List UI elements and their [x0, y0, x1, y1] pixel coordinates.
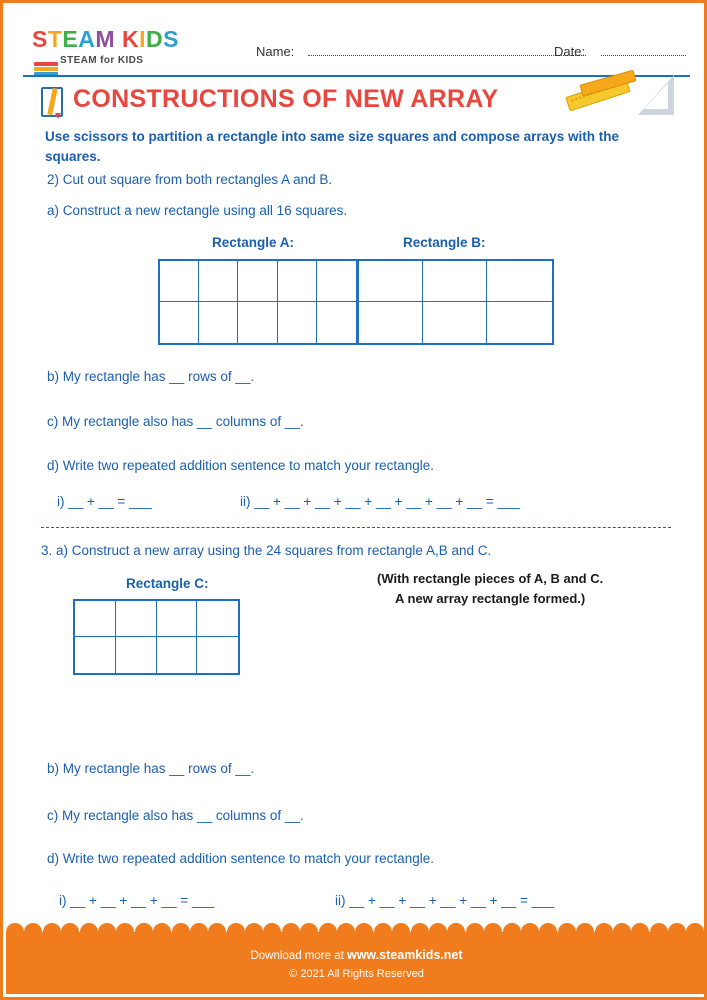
grid-cell [116, 601, 157, 637]
name-label: Name: [256, 44, 295, 59]
rectangle-c-label: Rectangle C: [126, 576, 209, 591]
question-3c: c) My rectangle also has __ columns of __. [47, 808, 304, 823]
footer-site-link[interactable]: www.steamkids.net [346, 948, 463, 962]
question-2c: c) My rectangle also has __ columns of __. [47, 414, 304, 429]
rectangle-a-grid [158, 259, 358, 345]
page-footer [6, 932, 707, 994]
grid-cell [75, 637, 116, 673]
grid-cell [487, 261, 552, 302]
grid-cell [75, 601, 116, 637]
question-3a: 3. a) Construct a new array using the 24 squares from rectangle A,B and C. [41, 543, 492, 558]
footer-copyright: © 2021 All Rights Reserved [289, 968, 424, 980]
grid-cell [157, 637, 198, 673]
brand-logo [32, 28, 212, 66]
grid-cell [199, 261, 238, 302]
grid-cell [197, 601, 238, 637]
answer-2d-i[interactable]: i) __ + __ = ___ [57, 494, 152, 509]
brand-tagline: STEAM for KIDS [60, 55, 144, 66]
grid-cell [238, 302, 277, 343]
grid-cell [116, 637, 157, 673]
stationery-illustration [566, 73, 676, 118]
question-2: 2) Cut out square from both rectangles A and B. [47, 172, 333, 187]
grid-cell [278, 261, 317, 302]
notepad-pencil-icon [39, 87, 65, 119]
main-instruction: Use scissors to partition a rectangle into same size squares and compose arrays with the squares. [45, 129, 619, 164]
rectangle-b-label: Rectangle B: [403, 235, 486, 250]
answer-2d-ii[interactable]: ii) __ + __ + __ + __ + __ + __ + __ + __ = ___ [240, 494, 520, 509]
grid-cell [317, 261, 356, 302]
grid-cell [157, 601, 198, 637]
grid-cell [423, 302, 488, 343]
name-input-line[interactable] [308, 55, 586, 56]
rectangle-c-grid [73, 599, 240, 675]
grid-separator [356, 259, 359, 345]
grid-cell [199, 302, 238, 343]
grid-cell [160, 261, 199, 302]
grid-cell [238, 261, 277, 302]
grid-cell [487, 302, 552, 343]
page-header [6, 6, 707, 74]
rectangle-a-label: Rectangle A: [212, 235, 295, 250]
question-2b: b) My rectangle has __ rows of __. [47, 369, 255, 384]
question-2a: a) Construct a new rectangle using all 16 squares. [47, 203, 348, 218]
grid-cell [160, 302, 199, 343]
grid-cell [317, 302, 356, 343]
rectangle-b-grid [356, 259, 554, 345]
question-2d: d) Write two repeated addition sentence to match your rectangle. [47, 458, 434, 473]
answer-3d-ii[interactable]: ii) __ + __ + __ + __ + __ + __ = ___ [335, 893, 555, 908]
page-title: CONSTRUCTIONS OF NEW ARRAY [73, 85, 499, 113]
date-label: Date: [554, 44, 586, 59]
grid-cell [197, 637, 238, 673]
footer-download-prefix: Download more at [250, 950, 347, 962]
note-line-2: A new array rectangle formed.) [395, 591, 586, 606]
grid-cell [423, 261, 488, 302]
scallop-edge [6, 923, 707, 941]
question-3b: b) My rectangle has __ rows of __. [47, 761, 255, 776]
brand-name: STEAM KIDS [32, 26, 179, 52]
grid-cell [278, 302, 317, 343]
footer-download-text [6, 948, 707, 962]
section-separator [41, 527, 671, 528]
question-3d: d) Write two repeated addition sentence to match your rectangle. [47, 851, 434, 866]
grid-cell [358, 302, 423, 343]
grid-cell [358, 261, 423, 302]
answer-3d-i[interactable]: i) __ + __ + __ + __ = ___ [59, 893, 215, 908]
note-line-1: (With rectangle pieces of A, B and C. [377, 571, 604, 586]
date-input-line[interactable] [601, 55, 686, 56]
